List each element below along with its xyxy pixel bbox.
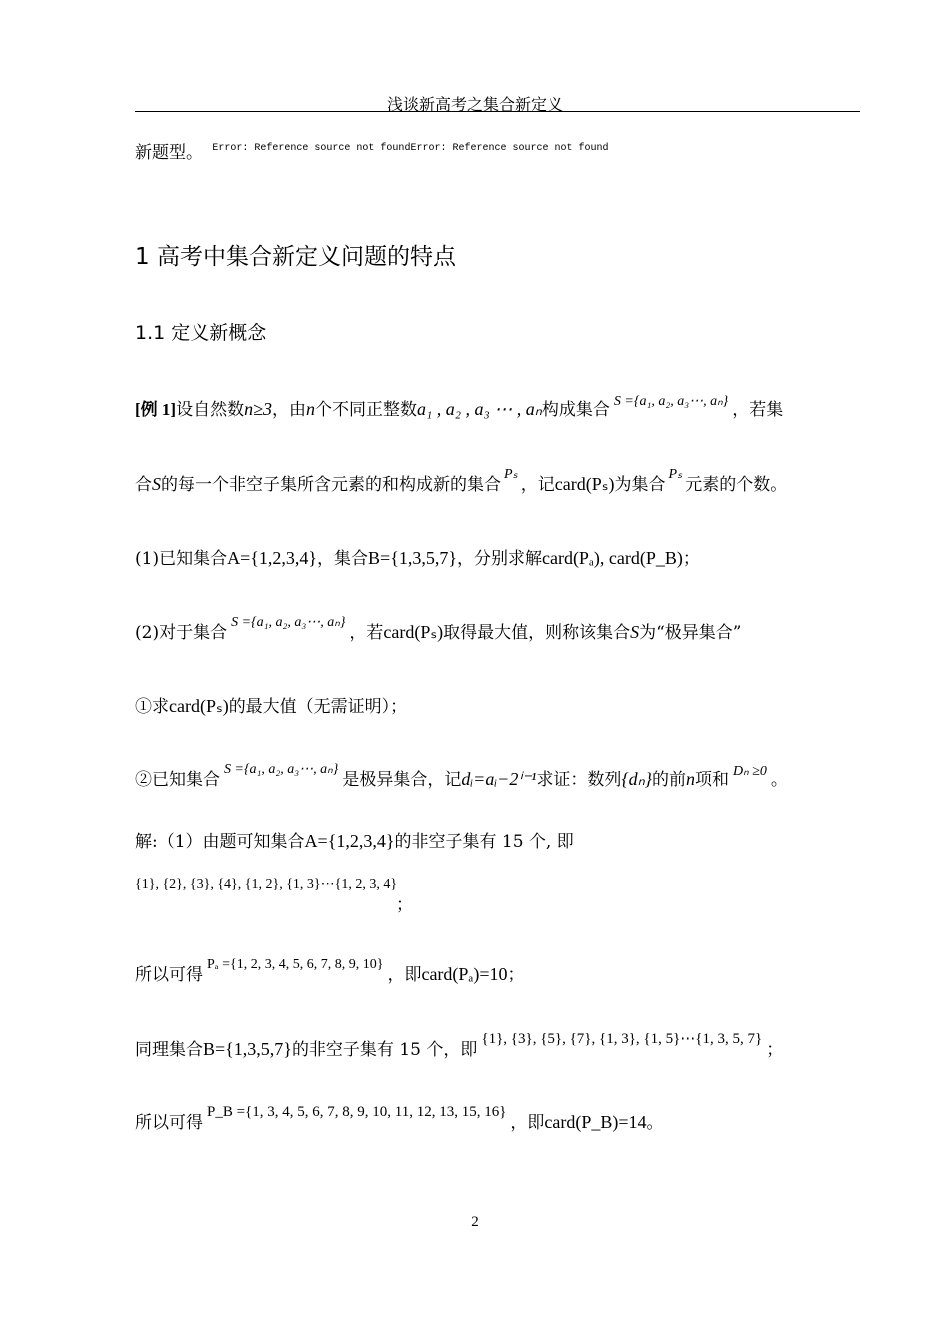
math: Pₐ ={1, 2, 3, 4, 5, 6, 7, 8, 9, 10}: [207, 957, 384, 972]
solution-line-5: [135, 1104, 664, 1133]
question-2: [135, 615, 742, 643]
math: card(Pₐ)=10: [421, 964, 508, 984]
text: 为“极异集合”: [639, 623, 742, 643]
text: ，记: [520, 475, 555, 495]
math: B={1,3,5,7}: [368, 548, 457, 568]
math: S ={a₁, a₂, a₃⋯, aₙ}: [231, 615, 346, 630]
question-2-part-1: [135, 692, 407, 717]
math: S ={a₁, a₂, a₃⋯, aₙ}: [613, 394, 729, 409]
math: card(Pₐ), card(P_B): [541, 548, 683, 568]
solution-line-4: [135, 1031, 784, 1060]
text: 为集合: [614, 475, 666, 495]
math: card(Pₛ): [554, 474, 615, 494]
math: dᵢ=aᵢ−2ⁱ⁻¹: [461, 769, 537, 789]
text: ，分别求解: [456, 549, 542, 569]
text: 合: [135, 475, 152, 495]
math: Pₛ: [504, 467, 518, 482]
text: 同理集合: [135, 1040, 203, 1060]
text: (1)已知集合: [135, 549, 228, 569]
question-2-part-2: [135, 762, 788, 790]
text: 。: [646, 1113, 664, 1133]
text: 的最大值（无需证明）；: [228, 697, 408, 717]
solution-line-2: [135, 873, 397, 893]
question-1: [135, 544, 700, 569]
math: n≥3: [244, 399, 272, 419]
math: S: [630, 622, 640, 642]
text: ，若集: [732, 400, 784, 420]
math: Pₛ: [668, 467, 683, 482]
math: P_B ={1, 3, 4, 5, 6, 7, 8, 9, 10, 11, 12, 13, 15, 16}: [207, 1104, 507, 1120]
text: ，由: [271, 400, 306, 420]
reference-error: Error: Reference source not foundError: Reference source not found: [212, 143, 609, 154]
text: 是极异集合，记: [342, 770, 462, 790]
text: 求证：数列: [536, 770, 622, 790]
text: ，即: [387, 965, 422, 985]
text: 构成集合: [541, 400, 610, 420]
text: ；: [766, 1040, 784, 1060]
text: 的前: [652, 770, 687, 790]
text: 的非空子集有 15 个，即: [291, 1040, 478, 1060]
example-line-2: [135, 467, 788, 495]
text: ，即: [510, 1113, 545, 1133]
text: 设自然数: [176, 400, 245, 420]
text: 的非空子集有 15 个, 即: [394, 832, 574, 852]
header-rule: [135, 111, 860, 112]
page-number: 2: [471, 1214, 479, 1230]
page-header-title: 浅谈新高考之集合新定义: [386, 95, 563, 114]
text: ①求: [135, 697, 169, 717]
text: 。: [770, 770, 788, 790]
section-heading-1-1: 1.1 定义新概念: [135, 322, 267, 344]
math: card(Pₛ): [383, 622, 444, 642]
text: ；: [507, 965, 525, 985]
solution-line-1: [135, 827, 574, 852]
solution-line-3: [135, 957, 525, 985]
intro-line: [135, 138, 608, 163]
section-heading-1: 1 高考中集合新定义问题的特点: [135, 244, 456, 270]
text: ；: [682, 549, 700, 569]
math: S: [152, 474, 161, 494]
text: 取得最大值，则称该集合: [443, 623, 631, 643]
math: Dₙ ≥0: [733, 764, 767, 779]
math: {1}, {3}, {5}, {7}, {1, 3}, {1, 5}⋯{1, 3, 5, 7}: [481, 1031, 763, 1047]
math: card(Pₛ): [169, 696, 229, 716]
math: A={1,2,3,4}: [304, 831, 395, 851]
math: n: [305, 399, 315, 419]
intro-text: 新题型。: [135, 143, 203, 163]
text: (2)对于集合: [135, 623, 228, 643]
math: {1}, {2}, {3}, {4}, {1, 2}, {1, 3}⋯{1, 2, 3, 4}: [135, 877, 398, 892]
example-line-1: [135, 395, 783, 420]
text: 项和: [695, 770, 730, 790]
text: ，若: [349, 623, 384, 643]
math: card(P_B)=14: [544, 1112, 647, 1132]
math: {dₙ}: [621, 769, 653, 789]
math: n: [686, 769, 696, 789]
text: 所以可得: [135, 965, 203, 985]
text: 解:（1）由题可知集合: [135, 832, 305, 852]
example-label: [例 1]: [135, 400, 177, 419]
text: 所以可得: [135, 1113, 203, 1133]
text: ，集合: [317, 549, 369, 569]
text: 元素的个数。: [685, 475, 788, 495]
solution-line-2-semicolon: ；: [396, 895, 413, 915]
math: S ={a₁, a₂, a₃⋯, aₙ}: [224, 762, 339, 777]
text: 的每一个非空子集所含元素的和构成新的集合: [161, 475, 501, 495]
text: ②已知集合: [135, 770, 220, 790]
text: 个不同正整数: [314, 400, 417, 420]
math: B={1,3,5,7}: [203, 1039, 292, 1059]
math: a₁ , a₂ , a₃ ⋯ , aₙ: [416, 399, 542, 419]
math: A={1,2,3,4}: [227, 548, 318, 568]
